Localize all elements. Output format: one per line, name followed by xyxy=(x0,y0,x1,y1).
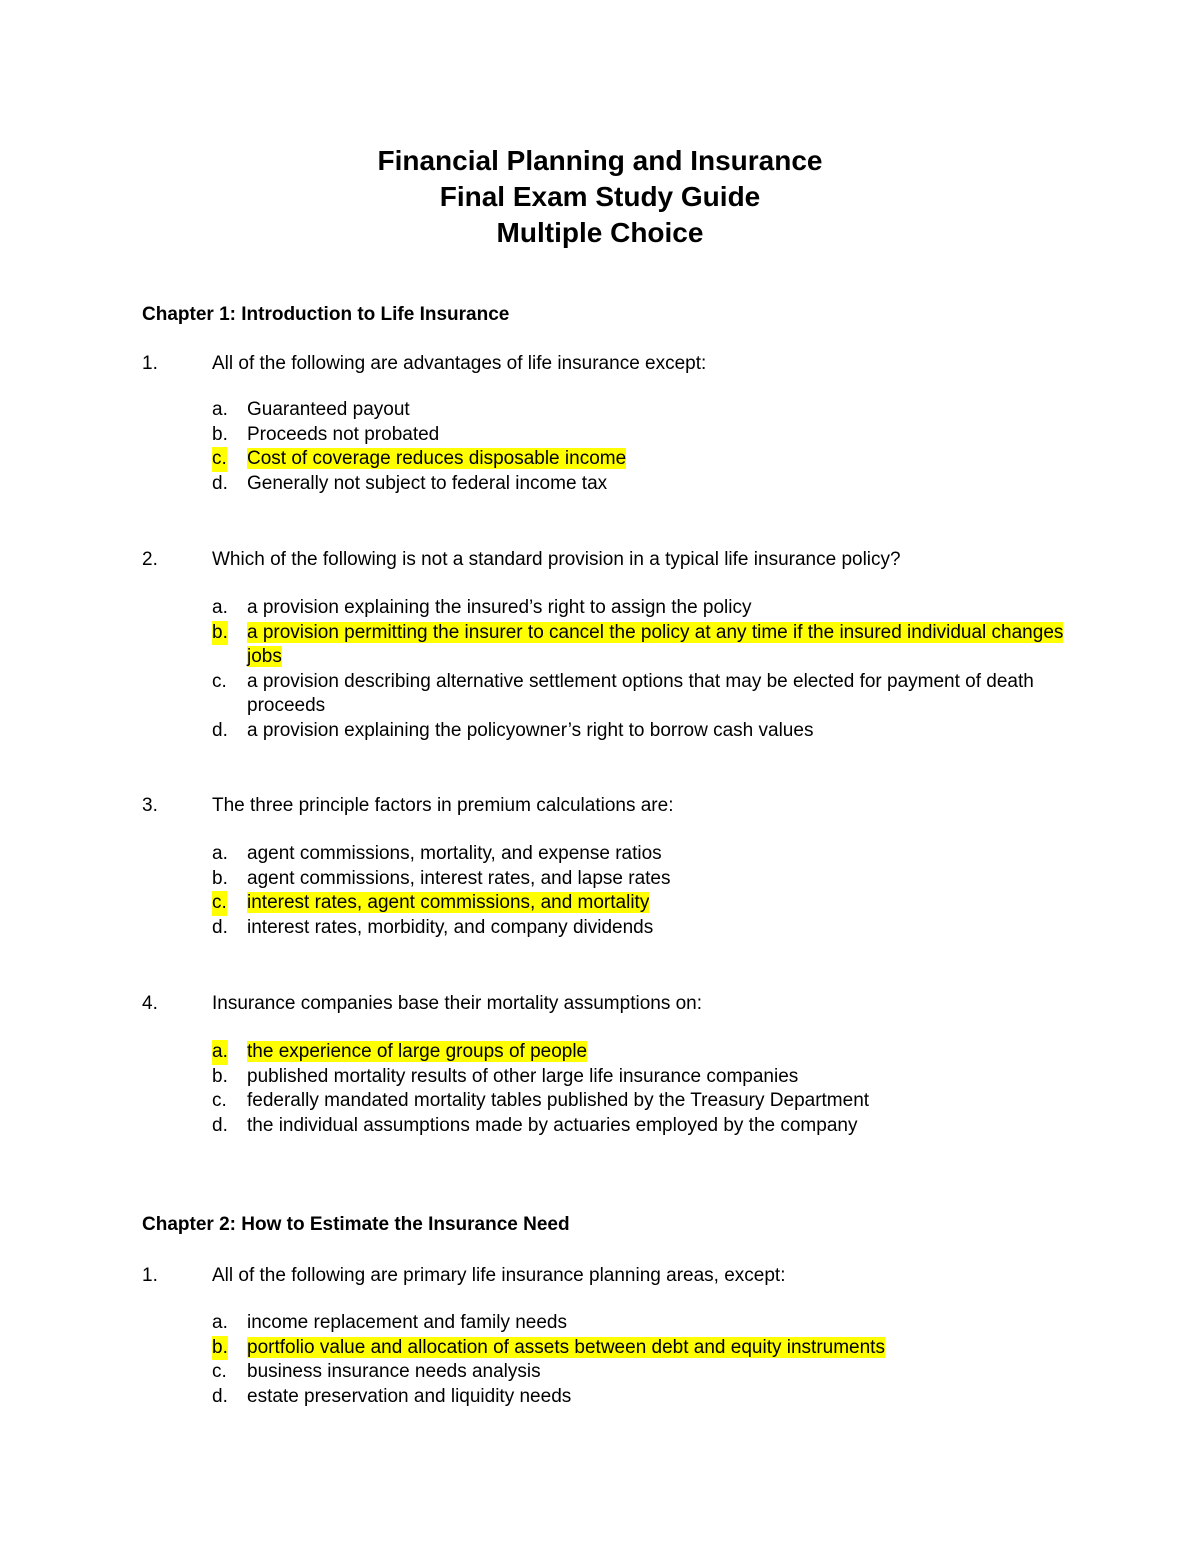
title-line-3: Multiple Choice xyxy=(496,217,704,248)
question-1-3-options xyxy=(212,842,1072,940)
option-a xyxy=(212,596,1072,621)
question-text: All of the following are advantages of life insurance except: xyxy=(212,353,707,374)
option-letter: d. xyxy=(212,1114,228,1136)
option-text: Cost of coverage reduces disposable income xyxy=(247,448,627,470)
option-a xyxy=(212,398,1072,423)
option-letter: b. xyxy=(212,423,228,445)
question-number: 1. xyxy=(142,1265,158,1286)
question-number: 3. xyxy=(142,795,158,816)
option-text: the experience of large groups of people xyxy=(247,1041,588,1062)
option-text: a provision explaining the insured’s right to assign the policy xyxy=(247,597,752,618)
option-text: estate preservation and liquidity needs xyxy=(247,1385,572,1407)
option-letter: d. xyxy=(212,1385,228,1407)
option-a xyxy=(212,842,1072,867)
option-text: a provision permitting the insurer to cancel the policy at any time if the insured individual changes jobs xyxy=(247,621,1064,668)
option-text: agent commissions, mortality, and expense ratios xyxy=(247,843,662,864)
option-d xyxy=(212,719,1072,744)
option-letter: d. xyxy=(212,719,228,741)
option-letter: b. xyxy=(212,867,228,889)
question-number: 1. xyxy=(142,353,158,374)
question-text: Which of the following is not a standard provision in a typical life insurance policy? xyxy=(212,549,901,570)
question-1-1-options xyxy=(212,398,1072,496)
option-b-highlighted xyxy=(212,621,1072,670)
option-text: federally mandated mortality tables published by the Treasury Department xyxy=(247,1090,870,1112)
option-letter: a. xyxy=(212,1312,228,1333)
question-text: All of the following are primary life insurance planning areas, except: xyxy=(212,1265,786,1286)
option-text: portfolio value and allocation of assets between debt and equity instruments xyxy=(247,1336,885,1358)
chapter-2-heading: Chapter 2: How to Estimate the Insurance Need xyxy=(142,1214,570,1235)
chapter-1-heading: Chapter 1: Introduction to Life Insurance xyxy=(142,304,510,325)
option-text: income replacement and family needs xyxy=(247,1312,568,1333)
title-line-2: Final Exam Study Guide xyxy=(439,181,761,212)
question-text: Insurance companies base their mortality assumptions on: xyxy=(212,993,703,1014)
option-a-highlighted xyxy=(212,1040,1072,1065)
option-letter: b. xyxy=(212,1065,228,1087)
question-1-4-options xyxy=(212,1040,1072,1138)
option-d xyxy=(212,1385,1072,1410)
option-c xyxy=(212,1360,1072,1385)
option-c-highlighted xyxy=(212,447,1072,472)
option-a xyxy=(212,1311,1072,1336)
question-number: 2. xyxy=(142,549,158,570)
option-letter: c. xyxy=(212,1361,227,1383)
option-d xyxy=(212,1114,1072,1139)
option-letter: a. xyxy=(212,1040,228,1065)
option-letter: b. xyxy=(212,1336,228,1361)
document-title xyxy=(0,143,1200,251)
option-c xyxy=(212,1089,1072,1114)
question-number: 4. xyxy=(142,993,158,1014)
option-letter: c. xyxy=(212,891,227,916)
title-line-1: Financial Planning and Insurance xyxy=(377,145,823,176)
option-letter: a. xyxy=(212,843,228,864)
option-c-highlighted xyxy=(212,891,1072,916)
option-text: published mortality results of other large life insurance companies xyxy=(247,1065,799,1087)
option-text: a provision describing alternative settlement options that may be elected for payment of death proceeds xyxy=(247,670,1034,717)
option-letter: c. xyxy=(212,670,227,692)
question-text: The three principle factors in premium calculations are: xyxy=(212,795,674,816)
option-text: a provision explaining the policyowner’s right to borrow cash values xyxy=(247,719,814,741)
option-letter: d. xyxy=(212,916,228,938)
option-letter: a. xyxy=(212,597,228,618)
option-text: agent commissions, interest rates, and lapse rates xyxy=(247,867,671,889)
option-text: Proceeds not probated xyxy=(247,423,440,445)
option-letter: b. xyxy=(212,621,228,646)
option-text: interest rates, agent commissions, and mortality xyxy=(247,892,650,914)
question-1-2-options xyxy=(212,596,1072,744)
option-d xyxy=(212,916,1072,941)
option-text: Guaranteed payout xyxy=(247,399,410,420)
option-b xyxy=(212,867,1072,892)
option-c xyxy=(212,670,1072,719)
option-d xyxy=(212,472,1072,497)
option-letter: a. xyxy=(212,399,228,420)
option-b-highlighted xyxy=(212,1336,1072,1361)
option-text: Generally not subject to federal income tax xyxy=(247,472,608,494)
option-text: interest rates, morbidity, and company dividends xyxy=(247,916,654,938)
option-letter: c. xyxy=(212,1090,227,1112)
option-text: the individual assumptions made by actuaries employed by the company xyxy=(247,1114,858,1136)
option-b xyxy=(212,1065,1072,1090)
option-b xyxy=(212,423,1072,448)
question-2-1-options xyxy=(212,1311,1072,1409)
option-letter: c. xyxy=(212,447,227,472)
option-letter: d. xyxy=(212,472,228,494)
option-text: business insurance needs analysis xyxy=(247,1361,541,1383)
